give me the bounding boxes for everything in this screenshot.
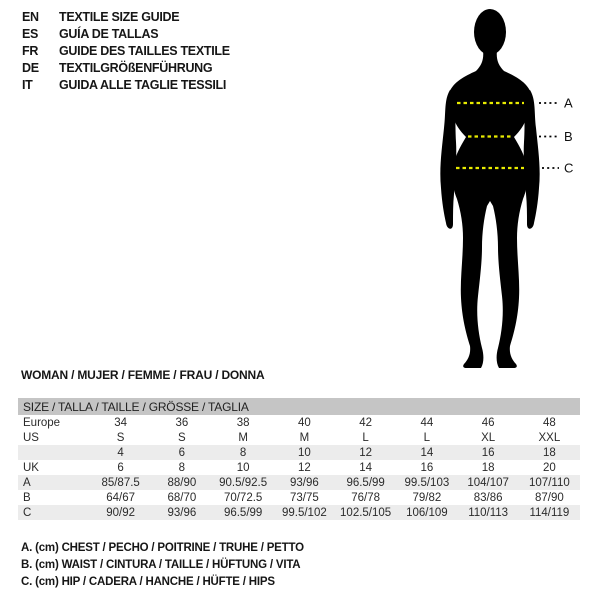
table-cell: 4	[117, 446, 124, 459]
language-label: GUIDE DES TAILLES TEXTILE	[59, 43, 230, 58]
table-cell: 16	[481, 446, 495, 459]
table-cell: S	[178, 431, 186, 444]
measure-legend	[21, 540, 304, 592]
row-label: A	[23, 476, 31, 489]
language-row	[22, 26, 230, 43]
table-row	[18, 445, 580, 460]
size-table	[18, 398, 580, 520]
table-cell: 14	[359, 461, 373, 474]
table-cell: 85/87.5	[101, 476, 140, 489]
table-row	[18, 475, 580, 490]
language-code: DE	[22, 60, 39, 75]
legend-line: B. (cm) WAIST / CINTURA / TAILLE / HÜFTUNG / VITA	[21, 559, 301, 572]
language-row	[22, 43, 230, 60]
row-label: US	[23, 431, 39, 444]
table-cell: 90/92	[106, 506, 136, 519]
table-row	[18, 415, 580, 430]
table-cell: 76/78	[351, 491, 381, 504]
row-label: UK	[23, 461, 39, 474]
size-table-header-row	[18, 398, 580, 415]
legend-line: C. (cm) HIP / CADERA / HANCHE / HÜFTE / HIPS	[21, 576, 275, 589]
table-cell: 20	[542, 461, 556, 474]
marker-label-b: B	[564, 129, 573, 144]
table-cell: L	[362, 431, 369, 444]
table-cell: 48	[542, 416, 556, 429]
table-cell: 12	[359, 446, 373, 459]
table-cell: 44	[420, 416, 434, 429]
table-cell: 8	[239, 446, 247, 459]
table-cell: 99.5/102	[281, 506, 327, 519]
table-cell: 10	[236, 461, 250, 474]
table-cell: 12	[297, 461, 311, 474]
table-cell: 102.5/105	[340, 506, 392, 519]
table-cell: 64/67	[106, 491, 136, 504]
table-cell: 6	[117, 461, 124, 474]
table-cell: 96.5/99	[223, 506, 263, 519]
size-guide-figure	[420, 6, 590, 370]
table-cell: 68/70	[167, 491, 197, 504]
language-row	[22, 77, 230, 94]
language-label: GUÍA DE TALLAS	[59, 26, 159, 41]
table-cell: 90.5/92.5	[219, 476, 268, 489]
table-cell: XXL	[538, 431, 561, 444]
language-label: GUIDA ALLE TAGLIE TESSILI	[59, 77, 227, 92]
table-cell: 40	[297, 416, 311, 429]
table-row	[18, 490, 580, 505]
table-row	[18, 505, 580, 520]
section-title: WOMAN / MUJER / FEMME / FRAU / DONNA	[21, 368, 265, 382]
table-cell: 70/72.5	[223, 491, 263, 504]
size-table-header: SIZE / TALLA / TAILLE / GRÖSSE / TAGLIA	[23, 399, 249, 414]
table-cell: 18	[481, 461, 495, 474]
table-cell: 36	[175, 416, 189, 429]
table-row	[18, 430, 580, 445]
table-cell: 96.5/99	[346, 476, 385, 489]
table-cell: 83/86	[473, 491, 503, 504]
table-cell: 87/90	[534, 491, 564, 504]
table-cell: 18	[542, 446, 556, 459]
row-label: B	[23, 491, 31, 504]
table-cell: 10	[297, 446, 311, 459]
woman-silhouette-svg	[420, 6, 590, 370]
table-cell: 107/110	[529, 476, 570, 489]
woman-silhouette	[440, 9, 539, 368]
table-cell: 38	[236, 416, 250, 429]
table-cell: S	[116, 431, 125, 444]
table-cell: 42	[359, 416, 373, 429]
language-row	[22, 9, 230, 26]
table-cell: M	[299, 431, 310, 444]
table-cell: 104/107	[467, 476, 509, 489]
table-row	[18, 460, 580, 475]
row-label	[18, 445, 90, 460]
row-label: C	[23, 506, 32, 519]
language-row	[22, 60, 230, 77]
language-code: EN	[22, 10, 39, 24]
table-cell: 93/96	[167, 506, 197, 519]
table-cell: L	[423, 431, 431, 444]
language-label: TEXTILE SIZE GUIDE	[59, 10, 180, 24]
language-code: ES	[22, 26, 39, 41]
table-cell: 99.5/103	[404, 476, 450, 489]
table-cell: XL	[481, 431, 496, 444]
marker-label-a: A	[564, 95, 573, 111]
table-cell: M	[238, 431, 248, 444]
row-label: Europe	[23, 416, 61, 429]
table-cell: 93/96	[289, 476, 319, 489]
size-table-body	[18, 398, 580, 520]
table-cell: 16	[420, 461, 434, 474]
language-code: FR	[22, 43, 39, 58]
language-code: IT	[22, 77, 33, 92]
table-cell: 34	[114, 416, 128, 429]
table-cell: 6	[178, 446, 186, 459]
table-cell: 8	[178, 461, 186, 474]
table-cell: 79/82	[412, 491, 442, 504]
table-cell: 114/119	[529, 506, 570, 519]
marker-label-c: C	[564, 160, 574, 176]
table-cell: 110/113	[468, 506, 509, 519]
legend-line: A. (cm) CHEST / PECHO / POITRINE / TRUHE / PETTO	[21, 542, 304, 554]
table-cell: 73/75	[289, 491, 319, 504]
language-label: TEXTILGRÖßENFÜHRUNG	[59, 60, 213, 75]
table-cell: 46	[481, 416, 495, 429]
table-cell: 88/90	[167, 476, 197, 489]
table-cell: 106/109	[406, 506, 448, 519]
language-list	[22, 9, 230, 94]
table-cell: 14	[420, 446, 434, 459]
